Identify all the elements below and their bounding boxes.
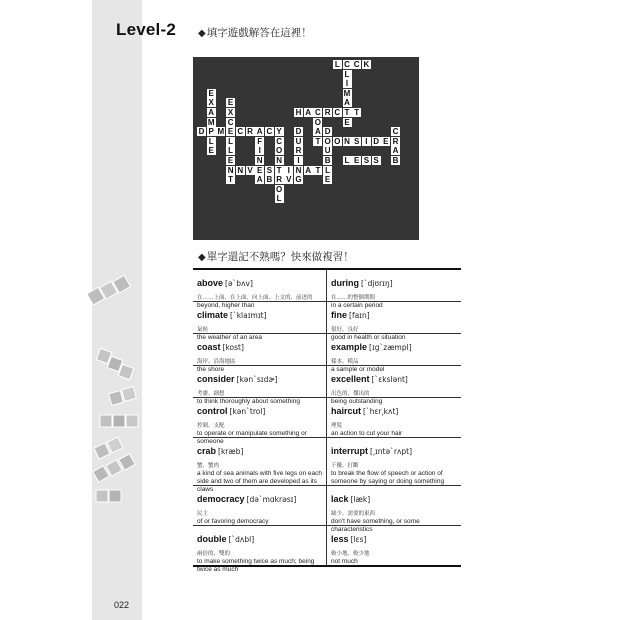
crossword-cell: E	[208, 88, 214, 98]
vocab-phonetic: [͵ɪntəˋrʌpt]	[370, 447, 413, 456]
crossword-cell: E	[344, 117, 350, 127]
crossword-cell: L	[323, 166, 332, 175]
level-title: Level-2	[116, 20, 176, 39]
side-strip	[92, 0, 142, 620]
crossword-cell: C	[227, 117, 234, 127]
vocab-phonetic: [faɪn]	[349, 311, 370, 320]
crossword-cell: L	[343, 156, 352, 165]
crossword-cell: R	[324, 108, 331, 117]
vocab-word: during	[331, 278, 359, 288]
review-hint	[198, 249, 354, 264]
crossword-cell: E	[227, 127, 234, 137]
crossword-cell: T	[352, 108, 361, 117]
crossword-cell: E	[227, 98, 234, 108]
vocab-chinese: 海岸、沿海地區	[197, 359, 236, 365]
crossword-cell: U	[324, 146, 331, 156]
vocab-chinese: 缺少、需要的東西	[331, 511, 376, 517]
crossword-cell: A	[256, 175, 263, 185]
crossword-cell: E	[354, 156, 360, 165]
crossword-cell: T	[313, 137, 322, 146]
vocab-definition: to make something twice as much; being twice as much	[197, 558, 315, 573]
crossword-cell: U	[295, 136, 302, 146]
vocab-chinese: 出色的、傑出的	[331, 391, 370, 397]
crossword-cell: A	[392, 146, 399, 156]
vocab-word: lack	[331, 494, 349, 504]
crossword-cell: D	[295, 127, 302, 137]
crossword-cell: L	[226, 137, 235, 146]
vocab-entry	[327, 486, 461, 533]
vocab-entry	[327, 302, 461, 341]
crossword-cell: N	[344, 136, 350, 146]
crossword-cell: O	[324, 136, 331, 146]
crossword-cell: N	[237, 165, 244, 175]
crossword-cell: O	[275, 146, 283, 156]
crossword-cell: R	[295, 146, 302, 156]
vocab-phonetic: [ˋɛkslənt]	[371, 375, 408, 384]
crossword-cell: O	[334, 136, 341, 146]
table-row	[193, 302, 461, 341]
vocab-entry	[327, 270, 461, 309]
vocab-definition: not much	[331, 558, 358, 565]
crossword-cell: M	[343, 88, 351, 98]
crossword-cell: I	[284, 166, 293, 175]
crossword-cell: C	[237, 127, 244, 137]
vocab-chinese: 氣候	[197, 327, 209, 333]
diamond-bullet-icon: ◆	[198, 252, 206, 263]
crossword-hint	[198, 25, 312, 40]
crossword-cell: D	[373, 136, 379, 146]
crossword-cell: X	[227, 108, 234, 117]
vocab-entry	[327, 526, 461, 565]
crossword-cell: D	[198, 127, 205, 137]
vocab-phonetic: [ˋdʌbl]	[228, 535, 255, 544]
vocab-word: example	[331, 342, 368, 352]
vocab-entry	[327, 398, 461, 437]
crossword-cell: A	[256, 127, 263, 137]
vocab-word: excellent	[331, 374, 370, 384]
crossword-cell: E	[227, 156, 234, 165]
vocab-chinese: 樣本、模品	[331, 359, 359, 365]
vocab-entry	[193, 438, 327, 493]
crossword-cell: S	[354, 136, 360, 146]
vocab-definition: a sample or model	[331, 366, 385, 373]
diamond-bullet-icon: ◆	[198, 28, 206, 39]
crossword-cell: P	[208, 127, 214, 137]
crossword-cell: C	[344, 60, 350, 69]
vocab-phonetic: [kənˋsɪdɚ]	[236, 375, 278, 384]
vocab-phonetic: [ɪgˋzæmpl]	[369, 343, 412, 352]
vocab-definition: of or favoring democracy	[197, 518, 269, 525]
vocab-entry	[193, 486, 327, 525]
crossword-cell: T	[343, 108, 352, 117]
table-row	[193, 438, 461, 493]
vocab-phonetic: [kræb]	[218, 447, 244, 456]
vocab-entry	[193, 270, 327, 309]
crossword-cell: L	[275, 194, 284, 203]
vocab-word: coast	[197, 342, 221, 352]
crossword-cell: C	[392, 127, 399, 137]
crossword-cell: R	[276, 175, 282, 185]
vocab-entry	[193, 334, 327, 373]
crossword-cell: H	[295, 108, 302, 117]
vocab-entry	[193, 366, 327, 405]
table-row	[193, 486, 461, 533]
crossword-cell: O	[275, 184, 283, 194]
crossword-cell: L	[333, 60, 342, 69]
vocab-phonetic: [lɛs]	[350, 535, 367, 544]
table-row	[193, 334, 461, 373]
vocab-chinese: 在……上面、在上面、向上面、上文的、前述的	[197, 295, 313, 301]
crossword-cell: A	[344, 98, 350, 108]
vocab-word: consider	[197, 374, 235, 384]
crossword-cell: V	[286, 175, 292, 185]
vocab-entry	[327, 366, 461, 405]
crossword-cell: N	[295, 165, 302, 175]
vocab-chinese: 考慮、細想	[197, 391, 225, 397]
crossword-cell: R	[392, 136, 399, 146]
vocab-chinese: 在……的整個期間	[331, 295, 376, 301]
vocab-entry	[193, 398, 327, 445]
crossword-cell: T	[275, 166, 284, 175]
vocab-phonetic: [ˋklaɪmɪt]	[230, 311, 267, 320]
crossword-grid	[193, 57, 419, 240]
vocab-word: climate	[197, 310, 229, 320]
crossword-cell: S	[266, 165, 273, 175]
crossword-cell: K	[363, 60, 370, 69]
table-row	[193, 366, 461, 405]
crossword-cell: N	[256, 156, 263, 165]
vocab-word: double	[197, 534, 227, 544]
crossword-cell: S	[363, 156, 370, 165]
page-number: 022	[114, 600, 130, 610]
review-hint-text: 單字還記不熟嗎？快來做複習！	[206, 251, 354, 263]
crossword-cell: A	[208, 108, 215, 117]
vocab-entry	[193, 302, 327, 341]
crossword-hint-text: 填字遊戲解答在這裡！	[206, 27, 312, 39]
crossword-cell: I	[362, 137, 371, 146]
vocab-chinese: 干擾、打斷	[331, 463, 359, 469]
crossword-cell: C	[334, 108, 341, 117]
crossword-cell: G	[295, 175, 302, 185]
vocab-definition: the weather of an area	[197, 334, 263, 341]
table-row	[193, 270, 461, 309]
crossword-cell: D	[324, 127, 331, 137]
vocab-phonetic: [əˋbʌv]	[225, 279, 253, 288]
vocab-word: democracy	[197, 494, 245, 504]
crossword-cell: M	[217, 127, 225, 137]
vocab-definition: to break the flow of speech or action of someone by saying or doing something	[331, 470, 445, 485]
vocab-word: interrupt	[331, 446, 368, 456]
vocab-definition: a kind of sea animals with five legs on each side and two of them are developed as its claws	[197, 470, 323, 493]
vocab-phonetic: [kost]	[222, 343, 244, 352]
crossword-cell: E	[257, 165, 263, 175]
crossword-cell: I	[294, 156, 303, 165]
vocab-chinese: 兩倍的、雙的	[197, 551, 231, 557]
crossword-cell: S	[373, 156, 379, 165]
vocab-word: fine	[331, 310, 348, 320]
vocab-phonetic: [ˋdjʊrɪŋ]	[361, 279, 393, 288]
crossword-cell: A	[315, 127, 321, 137]
crossword-cell: O	[314, 117, 321, 127]
vocab-chinese: 理髮	[331, 423, 343, 429]
vocab-entry	[327, 334, 461, 373]
crossword-cell: M	[207, 117, 215, 127]
crossword-cell: L	[343, 70, 352, 79]
vocabulary-table	[193, 268, 461, 573]
crossword-cell: L	[226, 146, 235, 155]
crossword-cell: I	[255, 146, 264, 155]
crossword-cell: N	[227, 165, 234, 175]
crossword-cell: F	[255, 137, 264, 146]
vocab-phonetic: [kənˋtrol]	[229, 407, 266, 416]
crossword-cell: Y	[276, 127, 282, 137]
vocab-chinese: 控制、支配	[197, 423, 225, 429]
vocab-definition: to think thoroughly about something	[197, 398, 300, 405]
table-row	[193, 398, 461, 445]
vocab-definition: good in health or situation	[331, 334, 406, 341]
vocab-phonetic: [ˋhɛr͵kʌt]	[363, 407, 399, 416]
vocab-chinese: 很好、良好	[331, 327, 359, 333]
crossword-cell: T	[313, 166, 322, 175]
crossword-cell: C	[266, 127, 273, 137]
vocab-phonetic: [dəˋmɑkrəsɪ]	[246, 495, 297, 504]
vocab-definition: being outstanding	[331, 398, 383, 405]
crossword-cell: E	[208, 146, 214, 156]
crossword-cell: B	[266, 175, 273, 185]
crossword-cell: V	[247, 165, 253, 175]
vocab-definition: to operate or manipulate something or someone	[197, 430, 307, 445]
vocab-definition: an action to cut your hair	[331, 430, 403, 437]
vocab-definition: beyond, higher than	[197, 302, 255, 309]
crossword-cell: C	[353, 60, 360, 69]
crossword-cell: B	[392, 156, 399, 165]
vocab-chinese: 民主	[197, 511, 209, 517]
crossword-cell: L	[207, 137, 216, 146]
vocab-chinese: 蟹、蟹肉	[197, 463, 220, 469]
crossword-cell: C	[276, 136, 282, 146]
vocab-entry	[193, 526, 327, 573]
crossword-cell: I	[343, 79, 352, 88]
vocab-word: less	[331, 534, 349, 544]
crossword-cell: E	[383, 136, 389, 146]
vocab-chinese: 較小地、較少地	[331, 551, 370, 557]
crossword-cell: R	[247, 127, 253, 137]
vocab-definition: in a certain period	[331, 302, 383, 309]
vocab-definition: the shore	[197, 366, 225, 373]
crossword-cell: X	[208, 98, 214, 108]
crossword-cell: E	[324, 175, 331, 185]
vocab-word: control	[197, 406, 228, 416]
crossword-cell: A	[305, 165, 312, 175]
vocab-word: crab	[197, 446, 217, 456]
table-row	[193, 526, 461, 573]
vocab-definition: don't have something, or some characteristics	[331, 518, 420, 533]
crossword-cell: C	[315, 108, 321, 117]
crossword-cell: A	[305, 108, 312, 117]
vocab-entry	[327, 438, 461, 485]
crossword-cell: T	[226, 175, 235, 184]
crossword-cell: B	[324, 156, 331, 165]
vocab-phonetic: [læk]	[350, 495, 371, 504]
vocab-word: haircut	[331, 406, 362, 416]
vocab-word: above	[197, 278, 224, 288]
crossword-cell: N	[276, 156, 282, 165]
